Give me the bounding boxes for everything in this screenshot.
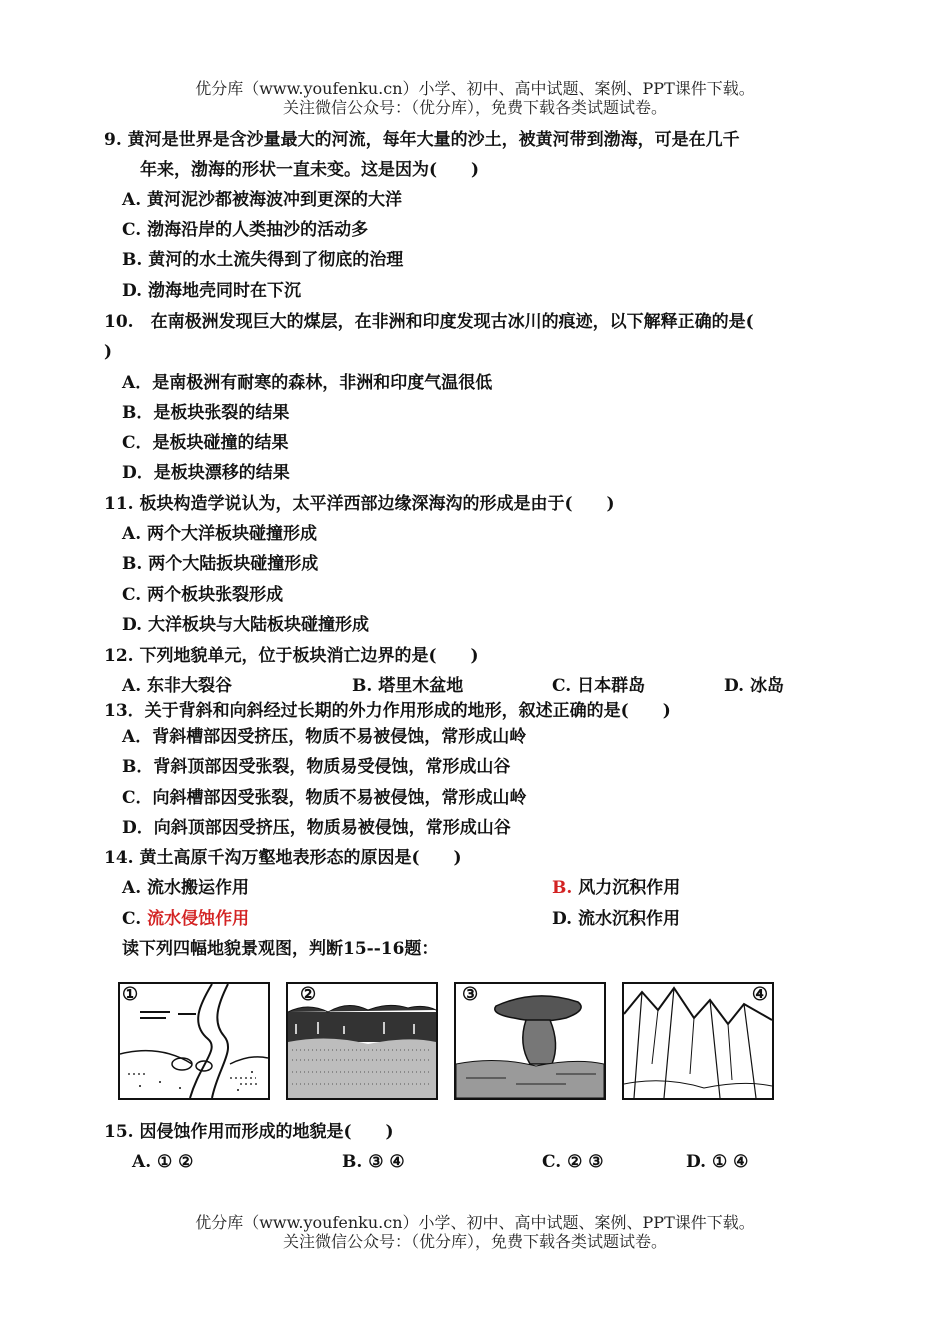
header-line-2: 关注微信公众号：（优分库），免费下载各类试题试卷。 — [282, 98, 667, 117]
q14-option-b — [552, 878, 680, 898]
figure-4 — [622, 982, 774, 1100]
q9-stem-line-2: 年来，渤海的形状一直未变。这是因为( ) — [140, 160, 480, 180]
q13-option-b: B．背斜顶部因受张裂，物质易受侵蚀，常形成山谷 — [122, 757, 511, 777]
q15-stem: 15. 因侵蚀作用而形成的地貌是( ) — [104, 1122, 394, 1142]
q12-option-b: B. 塔里木盆地 — [352, 676, 464, 696]
q12-option-c: C. 日本群岛 — [552, 676, 646, 696]
q14-option-b-text: 风力沉积作用 — [578, 878, 681, 898]
q10-option-c: C．是板块碰撞的结果 — [122, 433, 289, 453]
q10-stem-line-1: 10. 在南极洲发现巨大的煤层，在非洲和印度发现古冰川的痕迹，以下解释正确的是( — [104, 312, 754, 332]
q9-option-b: B. 黄河的水土流失得到了彻底的治理 — [122, 250, 404, 270]
q14-option-c-letter: C. — [122, 909, 142, 929]
q9-option-a: A. 黄河泥沙都被海波冲到更深的大洋 — [122, 190, 403, 210]
q11-option-a: A. 两个大洋板块碰撞形成 — [122, 524, 318, 544]
figure-2 — [286, 982, 438, 1100]
q10-option-a: A．是南极洲有耐寒的森林，非洲和印度气温很低 — [122, 373, 493, 393]
figure-3 — [454, 982, 606, 1100]
q10-stem-line-2: ) — [104, 342, 113, 362]
q15-option-a: A. ① ② — [132, 1152, 194, 1172]
q14-option-c — [122, 909, 249, 929]
q14-option-c-text: 流水侵蚀作用 — [147, 909, 250, 929]
footer-line-2: 关注微信公众号：（优分库），免费下载各类试题试卷。 — [282, 1232, 667, 1251]
figure-3-label: ③ — [462, 984, 479, 1005]
q11-option-d: D. 大洋板块与大陆板块碰撞形成 — [122, 615, 369, 635]
figure-3-mushroom-rock-drawing — [456, 984, 604, 1098]
q12-option-d: D. 冰岛 — [724, 676, 784, 696]
q13-option-a: A．背斜槽部因受挤压，物质不易被侵蚀，常形成山岭 — [122, 727, 527, 747]
figure-4-label: ④ — [751, 984, 768, 1005]
q13-stem: 13．关于背斜和向斜经过长期的外力作用形成的地形，叙述正确的是( ) — [104, 701, 671, 721]
figure-2-label: ② — [300, 984, 317, 1005]
figure-1-label: ① — [122, 984, 139, 1005]
q14-option-b-letter: B. — [552, 878, 573, 898]
q11-option-c: C. 两个板块张裂形成 — [122, 585, 284, 605]
q12-option-a: A. 东非大裂谷 — [122, 676, 233, 696]
q10-option-b: B．是板块张裂的结果 — [122, 403, 290, 423]
q12-stem: 12. 下列地貌单元，位于板块消亡边界的是( ) — [104, 646, 479, 666]
q11-option-b: B. 两个大陆扳块碰撞形成 — [122, 554, 319, 574]
q15-option-d: D. ① ④ — [686, 1152, 749, 1172]
q11-stem: 11. 板块构造学说认为，太平洋西部边缘深海沟的形成是由于( ) — [104, 494, 615, 514]
q13-option-c: C．向斜槽部因受张裂，物质不易被侵蚀，常形成山岭 — [122, 788, 527, 808]
figure-1 — [118, 982, 270, 1100]
q14-option-d: D. 流水沉积作用 — [552, 909, 680, 929]
q15-option-c: C. ② ③ — [542, 1152, 604, 1172]
header-line-1: 优分库（www.youfenku.cn）小学、初中、高中试题、案例、PPT课件下载。 — [195, 79, 755, 98]
figure-1-river-drawing — [120, 984, 268, 1098]
landform-figures — [118, 982, 778, 1100]
footer-line-1: 优分库（www.youfenku.cn）小学、初中、高中试题、案例、PPT课件下载。 — [195, 1213, 755, 1232]
figure-4-mountain-drawing — [624, 984, 772, 1098]
figure-intro: 读下列四幅地貌景观图，判断15--16题： — [122, 939, 439, 959]
q9-option-c: C. 渤海沿岸的人类抽沙的活动多 — [122, 220, 369, 240]
q13-option-d: D．向斜顶部因受挤压，物质易被侵蚀，常形成山谷 — [122, 818, 511, 838]
q9-stem-line-1: 9. 黄河是世界是含沙量最大的河流，每年大量的沙土，被黄河带到渤海，可是在几千 — [104, 130, 740, 150]
q14-stem: 14. 黄土高原千沟万壑地表形态的原因是( ) — [104, 848, 462, 868]
q15-option-b: B. ③ ④ — [342, 1152, 405, 1172]
q10-option-d: D．是板块漂移的结果 — [122, 463, 290, 483]
q14-option-a: A. 流水搬运作用 — [122, 878, 250, 898]
q9-option-d: D. 渤海地壳同时在下沉 — [122, 281, 301, 301]
